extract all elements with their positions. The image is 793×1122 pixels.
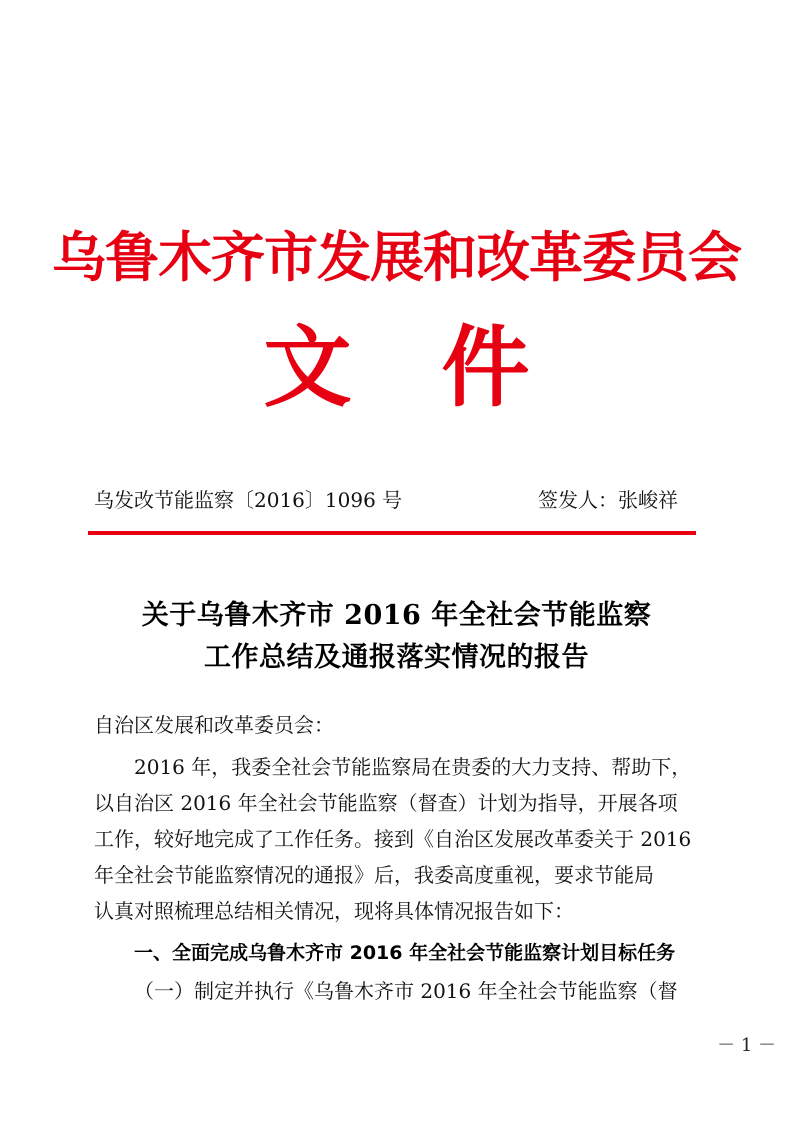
paragraph-line: 2016 年，我委全社会节能监察局在贵委的大力支持、帮助下， [134,755,692,779]
salutation: 自治区发展和改革委员会： [94,713,334,737]
paragraph-line: 工作，较好地完成了工作任务。接到《自治区发展改革委关于 2016 [94,827,692,851]
issuer-name: 乌鲁木齐市发展和改革委员会 [52,225,741,289]
paragraph-line: 以自治区 2016 年全社会节能监察（督查）计划为指导，开展各项 [94,791,678,815]
report-title-line-1: 关于乌鲁木齐市 2016 年全社会节能监察 [141,600,652,631]
document-number: 乌发改节能监察〔2016〕1096 号 [94,488,403,512]
section-heading-1: 一、全面完成乌鲁木齐市 2016 年全社会节能监察计划目标任务 [134,942,676,964]
document-type [0,317,793,417]
report-title-line-2: 工作总结及通报落实情况的报告 [204,642,589,673]
paragraph-line: 年全社会节能监察情况的通报》后，我委高度重视，要求节能局 [94,863,654,887]
document-type-char-2: 件 [441,315,530,419]
subsection-heading-1: （一）制定并执行《乌鲁木齐市 2016 年全社会节能监察（督 [134,979,678,1003]
signer: 签发人：张峻祥 [538,488,678,512]
red-separator-line [88,531,696,535]
page-number: － 1 － [717,1035,776,1056]
document-type-char-1: 文 [263,315,352,419]
paragraph-line: 认真对照梳理总结相关情况，现将具体情况报告如下： [94,899,574,923]
